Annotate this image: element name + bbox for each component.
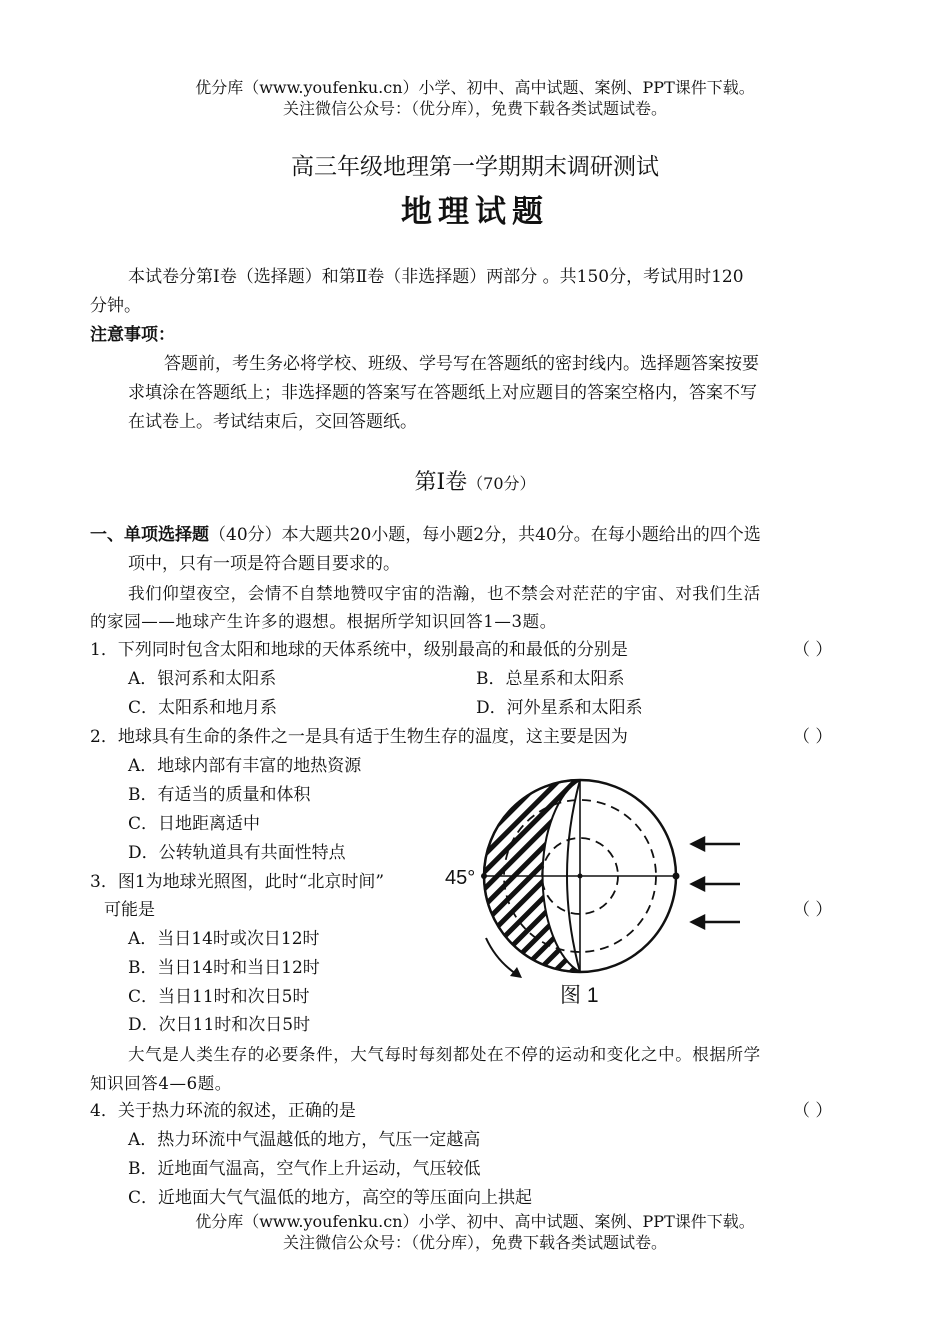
- q1-option-b: B．总星系和太阳系: [476, 669, 625, 689]
- part1-line-2: 项中，只有一项是符合题目要求的。: [128, 554, 400, 574]
- q4-answer-paren: （ ）: [793, 1101, 833, 1121]
- q3-option-c: C．当日11时和次日5时: [128, 987, 310, 1007]
- q2-option-c: C．日地距离适中: [128, 814, 261, 834]
- header-line-2: 关注微信公众号：（优分库），免费下载各类试题试卷。: [282, 99, 667, 118]
- q4-option-a: A．热力环流中气温越低的地方，气压一定越高: [128, 1130, 481, 1150]
- sunlight-arrows: [692, 838, 740, 928]
- passage2-line-2: 知识回答4—6题。: [90, 1074, 232, 1093]
- footer-line-2: 关注微信公众号：（优分库），免费下载各类试题试卷。: [282, 1233, 667, 1252]
- section-title: 第Ⅰ卷: [414, 470, 468, 495]
- q3-option-d: D．次日11时和次日5时: [128, 1015, 311, 1035]
- figure-caption: 图 1: [560, 984, 599, 1007]
- q2-option-a: A．地球内部有丰富的地热资源: [128, 756, 362, 776]
- header-line-1: 优分库（www.youfenku.cn）小学、初中、高中试题、案例、PPT课件下载。: [195, 78, 755, 97]
- q3-answer-paren: （ ）: [793, 900, 833, 920]
- right-point: [673, 873, 680, 880]
- footer-line-1: 优分库（www.youfenku.cn）小学、初中、高中试题、案例、PPT课件下载。: [195, 1212, 755, 1231]
- part1-instructions: （40分）本大题共20小题，每小题2分，共40分。在每小题给出的四个选: [209, 525, 761, 545]
- notice-heading: 注意事项：: [90, 325, 175, 345]
- notice-line-3: 在试卷上。考试结束后，交回答题纸。: [128, 412, 417, 432]
- figure-1-illumination-diagram: [440, 760, 750, 1010]
- exam-title: 地理试题: [401, 194, 549, 230]
- latitude-label: 45°: [445, 867, 476, 889]
- q2-option-d: D．公转轨道具有共面性特点: [128, 843, 346, 863]
- q2-option-b: B．有适当的质量和体积: [128, 785, 311, 805]
- q4-stem: 4．关于热力环流的叙述，正确的是: [90, 1101, 356, 1121]
- q3-stem-line-2: 可能是: [104, 900, 155, 920]
- q3-option-b: B．当日14时和当日12时: [128, 958, 320, 978]
- notice-line-2: 求填涂在答题纸上；非选择题的答案写在答题纸上对应题目的答案空格内，答案不写: [128, 383, 757, 403]
- passage1-line-2: 的家园——地球产生许多的遐想。根据所学知识回答1—3题。: [90, 612, 557, 631]
- q1-stem: 1．下列同时包含太阳和地球的天体系统中，级别最高的和最低的分别是: [90, 640, 628, 660]
- intro-line-1: 本试卷分第Ⅰ卷（选择题）和第Ⅱ卷（非选择题）两部分 。共150分，考试用时120: [128, 267, 744, 287]
- part1-line-1: [90, 521, 761, 550]
- left-point: [481, 873, 487, 879]
- q1-option-c: C．太阳系和地月系: [128, 698, 278, 718]
- passage1-line-1: 我们仰望夜空，会情不自禁地赞叹宇宙的浩瀚，也不禁会对茫茫的宇宙、对我们生活: [128, 584, 761, 603]
- q4-option-c: C．近地面大气气温低的地方，高空的等压面向上拱起: [128, 1188, 533, 1208]
- q3-option-a: A．当日14时或次日12时: [128, 929, 320, 949]
- part1-heading: 一、单项选择题: [90, 525, 209, 545]
- passage2-line-1: 大气是人类生存的必要条件，大气每时每刻都处在不停的运动和变化之中。根据所学: [128, 1045, 761, 1064]
- q4-option-b: B．近地面气温高，空气作上升运动，气压较低: [128, 1159, 481, 1179]
- intro-line-2: 分钟。: [90, 296, 141, 316]
- exam-subtitle: 高三年级地理第一学期期末调研测试: [291, 154, 659, 180]
- q3-stem-line-1: 3．图1为地球光照图，此时“北京时间”: [90, 872, 385, 892]
- q2-answer-paren: （ ）: [793, 727, 833, 747]
- section-heading: [0, 465, 950, 496]
- section-score: （70分）: [467, 474, 536, 493]
- q1-option-a: A．银河系和太阳系: [128, 669, 277, 689]
- q1-option-d: D．河外星系和太阳系: [476, 698, 643, 718]
- rotation-arrow-head: [510, 967, 522, 978]
- pole-point: [578, 874, 583, 879]
- q2-stem: 2．地球具有生命的条件之一是具有适于生物生存的温度，这主要是因为: [90, 727, 628, 747]
- q1-answer-paren: （ ）: [793, 640, 833, 660]
- notice-line-1: 答题前，考生务必将学校、班级、学号写在答题纸的密封线内。选择题答案按要: [164, 354, 759, 374]
